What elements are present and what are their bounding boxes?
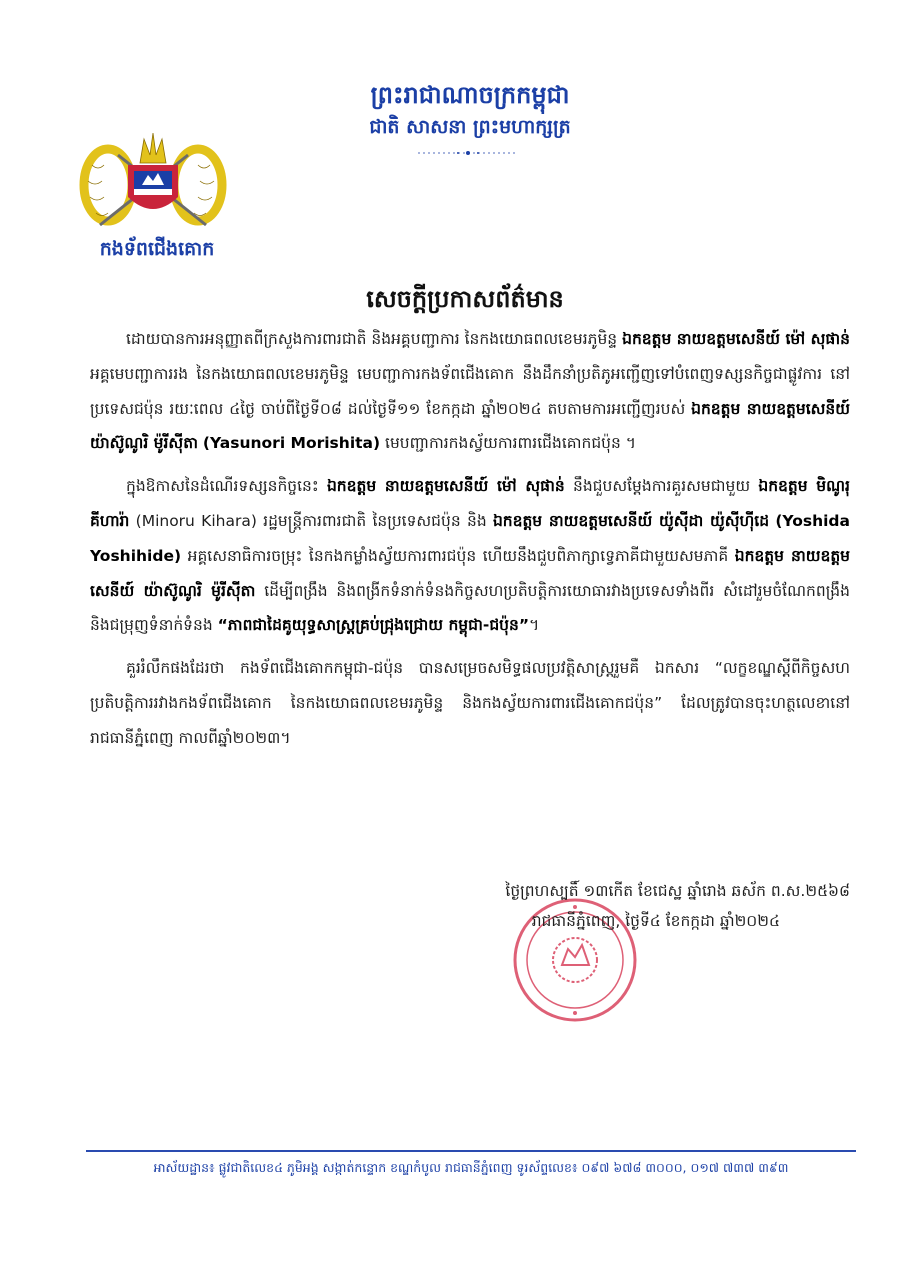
paragraph-3	[90, 651, 850, 755]
text-run: អគ្គមេបញ្ជាការរង នៃកងយោធពលខេមរភូមិន្ទ មេបញ្ជាការកងទ័ពជើងគោក នឹងដឹកនាំប្រតិភូអញ្ជើញទៅបំពេញទស្សនកិច្ចជាផ្លូវការ នៅប្រទេសជប៉ុន រយៈពេល ៤ថ្ងៃ ចាប់ពីថ្ងៃទី០៨ ដល់ថ្ងៃទី១១ ខែកក្កដា ឆ្នាំ២០២៤ តបតាមការអញ្ជើញរបស់	[90, 364, 850, 418]
bold-run: (Yasunori Morishita)	[202, 434, 381, 453]
bold-run: ឯកឧត្តម មិណូរុ គីហារ៉ា	[90, 477, 850, 530]
text-run: (Minoru Kihara) រដ្ឋមន្ត្រីការពារជាតិ នៃប្រទេសជប៉ុន និង	[129, 511, 493, 530]
text-run: ។	[529, 616, 540, 635]
text-run: ដើម្បីពង្រឹង និងពង្រីកទំនាក់ទំនងកិច្ចសហប្រតិបត្តិការយោធារវាងប្រទេសទាំងពីរ សំដៅរួមចំណែកពង្រឹង និងជម្រុញទំនាក់ទំនង	[90, 581, 850, 635]
date-block	[440, 876, 850, 936]
bold-run: ឯកឧត្តម នាយឧត្តមសេនីយ៍ ម៉ៅ សុផាន់	[326, 477, 565, 496]
text-run: មេបញ្ជាការកងស្វ័យការពារជើងគោកជប៉ុន ។	[380, 434, 636, 453]
kingdom-motto: ជាតិ សាសនា ព្រះមហាក្សត្រ	[369, 116, 571, 138]
bold-run: (Yoshida Yoshihide)	[90, 511, 850, 565]
text-run: គួររំលឹកផងដែរថា កងទ័ពជើងគោកកម្ពុជា-ជប៉ុន បានសម្រេចសមិទ្ធផលប្រវត្តិសាស្ត្ររួមគឺ ឯកសារ “លក្ខខណ្ឌស្តីពីកិច្ចសហប្រតិបត្តិការរវាងកងទ័ពជើងគោក នៃកងយោធពលខេមរភូមិន្ទ និងកងស្វ័យការពារជើងគោកជប៉ុន” ដែលត្រូវបានចុះហត្ថលេខានៅរាជធានីភ្នំពេញ កាលពីឆ្នាំ២០២៣។	[90, 659, 850, 747]
text-run: ក្នុងឱកាសនៃដំណើរទស្សនកិច្ចនេះ	[126, 477, 327, 496]
date-solar: រាជធានីភ្នំពេញ, ថ្ងៃទី៤ ខែកក្កដា ឆ្នាំ២០២៤	[531, 912, 780, 930]
bold-run: ឯកឧត្តម នាយឧត្តមសេនីយ៍ យ៉ាស៊ូណូរិ ម៉ូរីស៊ីតា	[90, 546, 851, 600]
paragraph-1	[90, 322, 850, 461]
bold-run: ឯកឧត្តម នាយឧត្តមសេនីយ៍ យ៉ូស៊ីដា យ៉ូស៊ីហ៊ីដេ	[492, 511, 770, 530]
footer-address: អាស័យដ្ឋាន៖ ផ្លូវជាតិលេខ៤ ភូមិអង្គ សង្កាត់កន្ទោក ខណ្ឌកំបូល រាជធានីភ្នំពេញ ទូរស័ព្ទលេខ៖ ០៩៧ ៦៧៨ ៣០០០, ០១៧ ៧៣៧ ៣៩៣	[153, 1160, 789, 1175]
document-title: សេចក្តីប្រកាសព័ត៌មាន	[366, 284, 564, 313]
footer-divider	[86, 1150, 856, 1152]
bold-run: ឯកឧត្តម នាយឧត្តមសេនីយ៍ ម៉ៅ សុផាន់	[622, 330, 850, 348]
bold-run: ឯកឧត្តម នាយឧត្តមសេនីយ៍ យ៉ាស៊ូណូរិ ម៉ូរីស៊ីតា	[90, 399, 850, 453]
text-run: ដោយបានការអនុញ្ញាតពីក្រសួងការពារជាតិ និងអគ្គបញ្ជាការ នៃកងយោធពលខេមរភូមិន្ទ	[126, 330, 623, 348]
army-emblem-icon	[78, 125, 228, 235]
text-run: អគ្គសេនាធិការចម្រុះ នៃកងកម្លាំងស្វ័យការពារជប៉ុន ហើយនឹងជួបពិភាក្សាទ្វេភាគីជាមួយសមភាគី	[181, 546, 735, 565]
kingdom-title: ព្រះរាជាណាចក្រកម្ពុជា	[370, 80, 570, 109]
bold-run: “ភាពជាដៃគូយុទ្ធសាស្ត្រគ្រប់ជ្រុងជ្រោយ កម្ពុជា-ជប៉ុន”	[217, 616, 530, 635]
ornament-divider-icon	[418, 148, 518, 158]
date-lunar: ថ្ងៃព្រហស្បតិ៍ ១៣កើត ខែជេស្ឋ ឆ្នាំរោង ឆស័ក ព.ស.២៥៦៨	[505, 882, 850, 900]
text-run: នឹងជួបសម្តែងការគួរសមជាមួយ	[564, 477, 759, 496]
document-body	[90, 322, 850, 756]
unit-name: កងទ័ពជើងគោក	[99, 238, 215, 260]
paragraph-2	[90, 469, 850, 643]
